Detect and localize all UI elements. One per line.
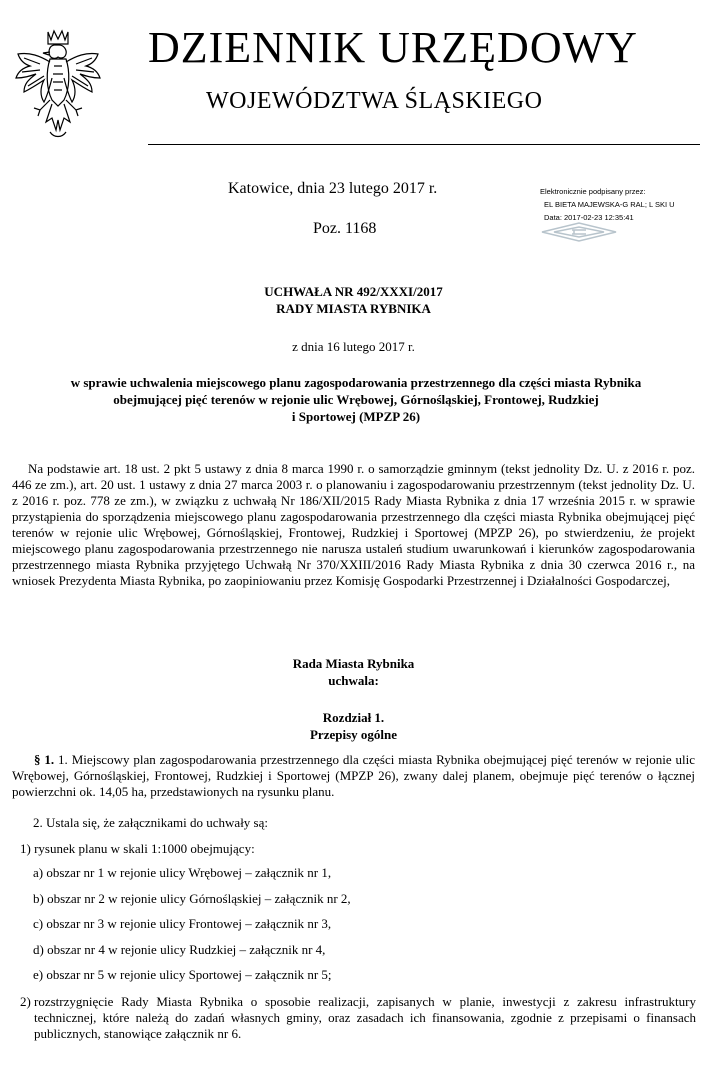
- position-number: Poz. 1168: [313, 220, 377, 237]
- list-subitem: e) obszar nr 5 w rejonie ulicy Sportowej – załącznik nr 5;: [33, 967, 332, 982]
- resolution-number: UCHWAŁA NR 492/XXXI/2017: [264, 284, 443, 299]
- signature-label: Elektronicznie podpisany przez:: [540, 187, 646, 196]
- council-decides: uchwala:: [328, 673, 379, 688]
- list-item: 1) rysunek planu w skali 1:1000 obejmujący:: [20, 841, 255, 856]
- signature-seal-icon: [540, 222, 618, 242]
- list-subitem: a) obszar nr 1 w rejonie ulicy Wrębowej – załącznik nr 1,: [33, 865, 332, 880]
- list-subitem: c) obszar nr 3 w rejonie ulicy Frontowej – załącznik nr 3,: [33, 916, 332, 931]
- section-1-paragraph-2: 2. Ustala się, że załącznikami do uchwały są:: [33, 815, 268, 830]
- section-1-text: 1. Miejscowy plan zagospodarowania przestrzennego dla części miasta Rybnika obejmującej pięć terenów w rejonie ulic Wrębowej, Górnośląskiej, Frontowej, Rudzkiej i Sportowej (MPZP 26), zwany dalej planem, obejmuje pięć terenów o łącznej powierzchni ok. 14,05 ha, przedstawionych na rysunku planu.: [12, 752, 696, 799]
- journal-title: DZIENNIK URZĘDOWY: [148, 23, 638, 72]
- chapter-subtitle: Przepisy ogólne: [309, 727, 397, 742]
- journal-subtitle: WOJEWÓDZTWA ŚLĄSKIEGO: [206, 88, 543, 114]
- council-name: Rada Miasta Rybnika: [292, 656, 415, 671]
- subject-line: w sprawie uchwalenia miejscowego planu zagospodarowania przestrzennego dla części miasta Rybnika: [70, 375, 642, 390]
- list-subitem: b) obszar nr 2 w rejonie ulicy Górnośląskiej – załącznik nr 2,: [33, 891, 351, 906]
- council-decision-block: [0, 655, 707, 689]
- section-1-paragraph-1: [12, 752, 695, 800]
- signature-date: Data: 2017-02-23 12:35:41: [544, 213, 634, 222]
- eagle-emblem-icon: [10, 26, 106, 144]
- publication-place-date: Katowice, dnia 23 lutego 2017 r.: [228, 180, 438, 197]
- resolution-date: z dnia 16 lutego 2017 r.: [292, 339, 415, 354]
- electronic-signature: [540, 185, 707, 224]
- list-item: [20, 994, 696, 1042]
- resolution-subject: [18, 374, 694, 425]
- chapter-title: Rozdział 1.: [322, 710, 385, 725]
- chapter-heading: [0, 709, 707, 743]
- section-marker: § 1.: [34, 752, 55, 767]
- resolution-header: [0, 283, 707, 317]
- list-item-text: rozstrzygnięcie Rady Miasta Rybnika o sposobie realizacji, zapisanych w planie, inwestycji z zakresu infrastruktury technicznej, które należą do zadań własnych gminy, oraz zasadach ich finansowania, zgodnie z przepisami o finansach publicznych, stanowiące załącznik nr 6.: [34, 994, 696, 1041]
- header-divider: [148, 144, 700, 145]
- resolution-council: RADY MIASTA RYBNIKA: [276, 301, 431, 316]
- signature-signer: EL BIETA MAJEWSKA-G RAL; L SKI U: [544, 200, 675, 209]
- list-subitem: d) obszar nr 4 w rejonie ulicy Rudzkiej – załącznik nr 4,: [33, 942, 326, 957]
- legal-basis-paragraph: Na podstawie art. 18 ust. 2 pkt 5 ustawy z dnia 8 marca 1990 r. o samorządzie gminnym (tekst jednolity Dz. U. z 2016 r. poz. 446 ze zm.), art. 20 ust. 1 ustawy z dnia 27 marca 2003 r. o planowaniu i zagospodarowaniu przestrzennym (tekst jednolity Dz. U. z 2016 r. poz. 778 ze zm.), w związku z uchwałą Nr 186/XII/2015 Rady Miasta Rybnika z dnia 17 września 2015 r. w sprawie przystąpienia do sporządzenia miejscowego planu zagospodarowania przestrzennego dla części miasta Rybnika obejmującej pięć terenów w rejonie ulic Wrębowej, Górnośląskiej, Frontowej, Rudzkiej i Sportowej (MPZP 26), po stwierdzeniu, że projekt miejscowego planu zagospodarowania przestrzennego nie narusza ustaleń studium uwarunkowań i kierunków zagospodarowania przestrzennego miasta Rybnika przyjętego Uchwałą Nr 370/XXIII/2016 Rady Miasta Rybnika z dnia 30 czerwca 2016 r., na wniosek Prezydenta Miasta Rybnika, po zaopiniowaniu przez Komisję Gospodarki Przestrzennej i Działalności Gospodarczej,: [12, 461, 695, 588]
- list-item-number: 2): [20, 994, 31, 1009]
- subject-line: obejmującej pięć terenów w rejonie ulic Wrębowej, Górnośląskiej, Frontowej, Rudzkiej: [113, 392, 599, 407]
- subject-line: i Sportowej (MPZP 26): [291, 409, 421, 424]
